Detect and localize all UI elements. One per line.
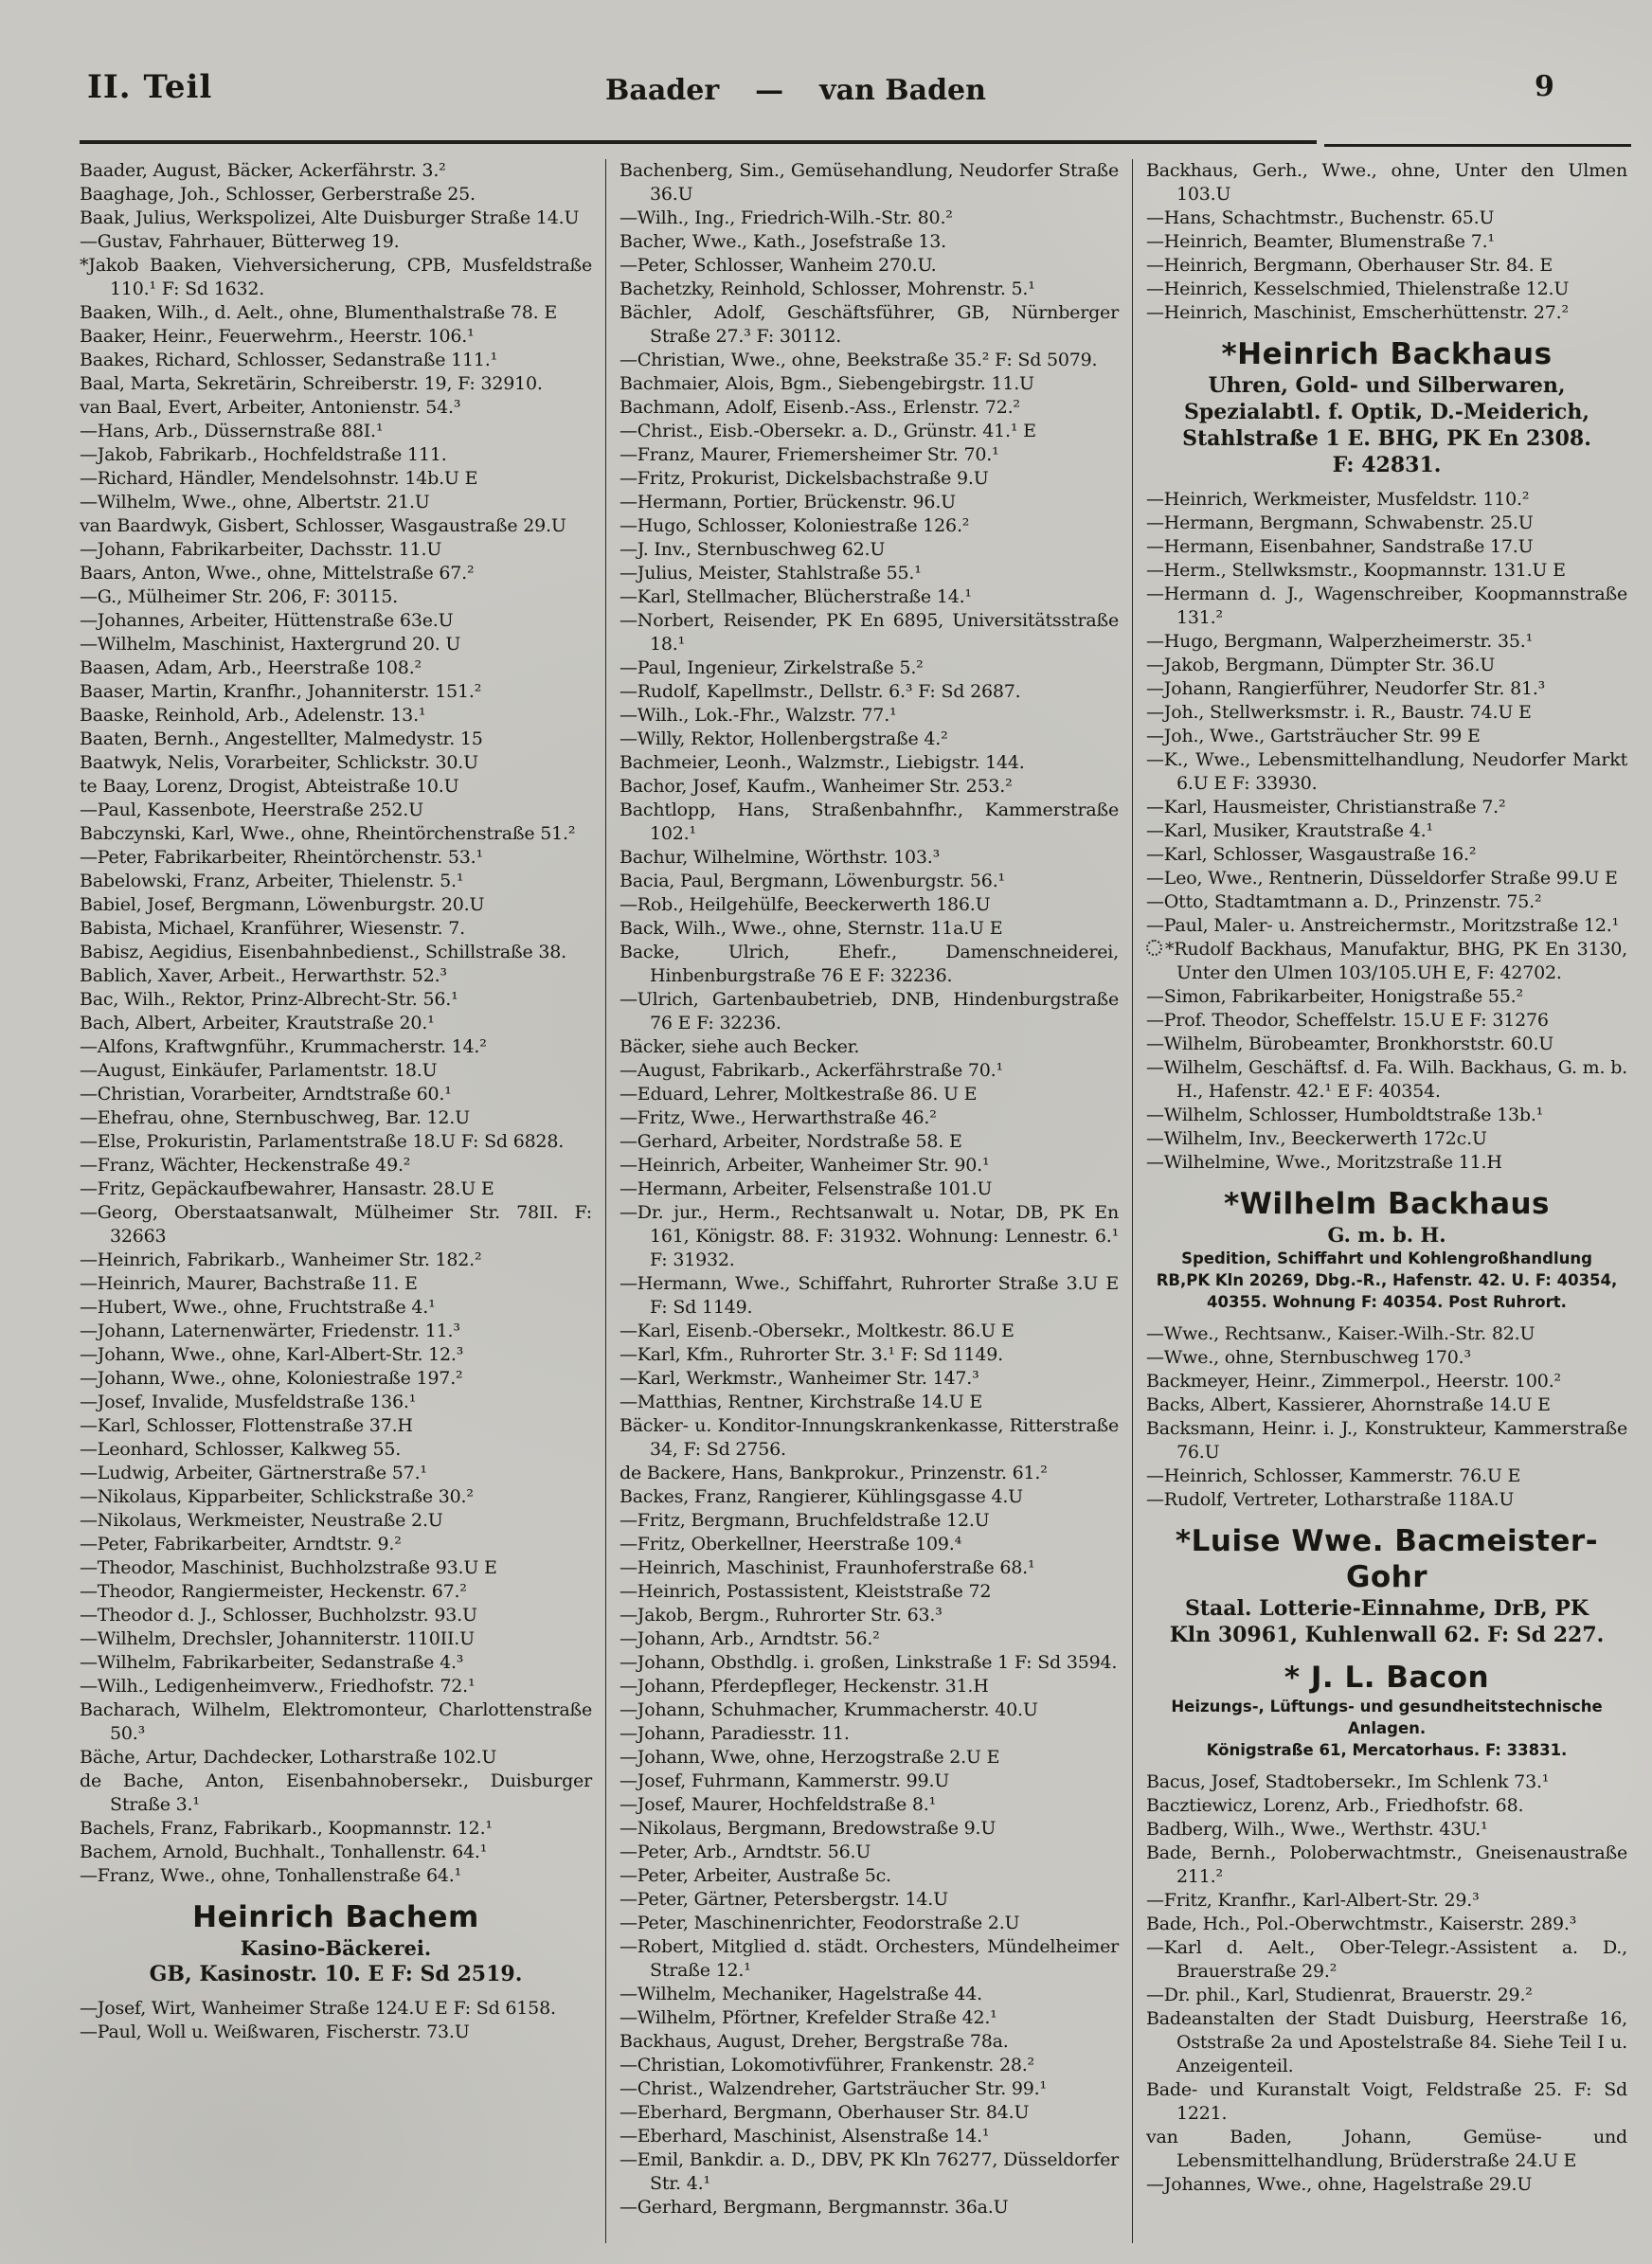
directory-entry: —Wilhelm, Schlosser, Humboldtstraße 13b.¹ [1146, 1105, 1544, 1125]
column-1 [80, 159, 606, 2243]
ad-line: *Heinrich Backhaus [1221, 337, 1553, 371]
directory-entry: —Jakob, Bergmann, Dümpter Str. 36.U [1146, 655, 1496, 675]
directory-entry: Baaker, Heinr., Feuerwehrm., Heerstr. 106.¹ [80, 326, 475, 347]
directory-entry: *Rudolf Backhaus, Manufaktur, BHG, PK En 3130, Unter den Ulmen 103/105.UH E, F: 42702. [1146, 938, 1627, 985]
directory-entry: —August, Einkäufer, Parlamentstr. 18.U [80, 1060, 438, 1081]
directory-entry: —August, Fabrikarb., Ackerfährstraße 70.¹ [620, 1060, 1003, 1081]
directory-entry: —Dr. phil., Karl, Studienrat, Brauerstr. 29.² [1146, 1985, 1533, 2005]
directory-entry: —Wilh., Ledigenheimverw., Friedhofstr. 72.¹ [80, 1676, 476, 1697]
directory-entry: Bäche, Artur, Dachdecker, Lotharstraße 102.U [80, 1747, 497, 1768]
directory-entry: Backe, Ulrich, Ehefr., Damenschneiderei, Hinbenburgstraße 76 E F: 32236. [620, 942, 1119, 986]
directory-entry: —Johannes, Wwe., ohne, Hagelstraße 29.U [1146, 2174, 1533, 2195]
ad-line: GB, Kasinostr. 10. E F: Sd 2519. [149, 1962, 523, 1986]
directory-entry: —Wilhelm, Drechsler, Johanniterstr. 110II.U [80, 1628, 475, 1649]
directory-entry: —Hermann, Bergmann, Schwabenstr. 25.U [1146, 512, 1534, 533]
directory-entry: Bachur, Wilhelmine, Wörthstr. 103.³ [620, 847, 941, 868]
directory-entry: —Fritz, Wwe., Herwarthstraße 46.² [620, 1107, 937, 1128]
directory-entry: Bade, Hch., Pol.-Oberwchtmstr., Kaiserstr. 289.³ [1146, 1914, 1577, 1934]
directory-entry: —Fritz, Kranfhr., Karl-Albert-Str. 29.³ [1146, 1890, 1480, 1911]
directory-entry: Babczynski, Karl, Wwe., ohne, Rheintörchenstraße 51.² [80, 823, 576, 844]
directory-entry: Baasen, Adam, Arb., Heerstraße 108.² [80, 657, 422, 678]
directory-entry: —Johann, Arb., Arndtstr. 56.² [620, 1628, 880, 1649]
directory-entry: Bachmeier, Leonh., Walzmstr., Liebigstr. 144. [620, 752, 1025, 773]
directory-entry: —Dr. jur., Herm., Rechtsanwalt u. Notar, DB, PK En 161, Königstr. 88. F: 31932. Wohnung: Lennestr. 6.¹ F: 31932. [620, 1202, 1119, 1270]
directory-entry: —Hugo, Bergmann, Walperzheimerstr. 35.¹ [1146, 631, 1534, 652]
directory-entry: Bac, Wilh., Rektor, Prinz-Albrecht-Str. 56.¹ [80, 989, 458, 1010]
directory-entry: —Norbert, Reisender, PK En 6895, Universitätsstraße 18.¹ [620, 610, 1119, 655]
directory-entry: —Otto, Stadtamtmann a. D., Prinzenstr. 75.² [1146, 891, 1542, 912]
ad-line: G. m. b. H. [1327, 1223, 1446, 1247]
directory-entry: —Johann, Obsthdlg. i. großen, Linkstraße 1 F: Sd 3594. [620, 1652, 1118, 1673]
directory-entry: —Heinrich, Werkmeister, Musfeldstr. 110.² [1146, 489, 1530, 510]
ad-line: Heizungs-, Lüftungs- und gesundheitstechnische [1171, 1698, 1603, 1716]
directory-entry: —Hermann, Portier, Brückenstr. 96.U [620, 492, 956, 512]
directory-entry: —Gustav, Fahrhauer, Bütterweg 19. [80, 231, 400, 252]
directory-entry: —Karl, Eisenb.-Obersekr., Moltkestr. 86.U E [620, 1321, 1015, 1341]
directory-entry: —Johann, Wwe, ohne, Herzogstraße 2.U E [620, 1747, 1000, 1768]
directory-entry: —Franz, Wächter, Heckenstraße 49.² [80, 1155, 411, 1176]
ad-line: F: 42831. [1332, 453, 1442, 477]
directory-entry: —Heinrich, Arbeiter, Wanheimer Str. 90.¹ [620, 1155, 990, 1176]
directory-entry: Backsmann, Heinr. i. J., Konstrukteur, Kammerstraße 76.U [1146, 1418, 1627, 1463]
directory-entry: de Backere, Hans, Bankprokur., Prinzenstr. 61.² [620, 1463, 1048, 1483]
directory-entry: —Peter, Schlosser, Wanheim 270.U. [620, 255, 937, 276]
title-range-end: van Baden [819, 74, 986, 107]
directory-entry: —Hermann, Wwe., Schiffahrt, Ruhrorter Straße 3.U E F: Sd 1149. [620, 1273, 1119, 1318]
ad-heinrich-bachem [80, 1899, 592, 1987]
ad-line: Kln 30961, Kuhlenwall 62. F: Sd 227. [1169, 1623, 1605, 1647]
directory-entry: van Baardwyk, Gisbert, Schlosser, Wasgaustraße 29.U [80, 515, 566, 536]
directory-entry: —Robert, Mitglied d. städt. Orchesters, Mündelheimer Straße 12.¹ [620, 1936, 1119, 1981]
page-number: 9 [1535, 70, 1554, 103]
directory-entry: —Theodor d. J., Schlosser, Buchholzstr. 93.U [80, 1605, 477, 1626]
directory-entry: —Eberhard, Bergmann, Oberhauser Str. 84.U [620, 2102, 1030, 2123]
directory-entry: —Paul, Ingenieur, Zirkelstraße 5.² [620, 657, 924, 678]
directory-entry: Bacher, Wwe., Kath., Josefstraße 13. [620, 231, 947, 252]
wreath-icon [1146, 940, 1162, 956]
directory-entry: Bade, Bernh., Poloberwachtmstr., Gneisenaustraße 211.² [1146, 1842, 1627, 1887]
directory-entry: —Leo, Wwe., Rentnerin, Düsseldorfer Straße 99.U E [1146, 868, 1618, 889]
directory-entry: —Karl, Schlosser, Wasgaustraße 16.² [1146, 844, 1477, 865]
ad-line: Anlagen. [1347, 1719, 1427, 1737]
directory-entry: —Rudolf, Vertreter, Lotharstraße 118A.U [1146, 1489, 1515, 1510]
directory-entry: —Karl, Werkmstr., Wanheimer Str. 147.³ [620, 1368, 979, 1389]
directory-entry: Backhaus, August, Dreher, Bergstraße 78a. [620, 2031, 1009, 2052]
directory-entry: Backhaus, Gerh., Wwe., ohne, Unter den Ulmen 103.U [1146, 160, 1627, 205]
directory-entry: Baatwyk, Nelis, Vorarbeiter, Schlickstr. 30.U [80, 752, 478, 773]
directory-entry: —Wilh., Ing., Friedrich-Wilh.-Str. 80.² [620, 207, 953, 228]
ad-line: RB,PK Kln 20269, Dbg.-R., Hafenstr. 42. U. F: 40354, [1156, 1271, 1618, 1289]
directory-entry: Bacus, Josef, Stadtobersekr., Im Schlenk 73.¹ [1146, 1771, 1550, 1792]
directory-entry: —Christian, Lokomotivführer, Frankenstr. 28.² [620, 2055, 1034, 2075]
directory-entry: —Wilh., Lok.-Fhr., Walzstr. 77.¹ [620, 705, 897, 726]
directory-entry: —Rudolf, Kapellmstr., Dellstr. 6.³ F: Sd 2687. [620, 681, 1021, 702]
directory-entry: —Heinrich, Maurer, Bachstraße 11. E [80, 1273, 418, 1294]
directory-entry: Babelowski, Franz, Arbeiter, Thielenstr. 5.¹ [80, 871, 464, 891]
directory-entry: *Jakob Baaken, Viehversicherung, CPB, Musfeldstraße 110.¹ F: Sd 1632. [80, 255, 592, 299]
directory-entry: —Josef, Fuhrmann, Kammerstr. 99.U [620, 1770, 950, 1791]
directory-entry: Bachor, Josef, Kaufm., Wanheimer Str. 253.² [620, 776, 1013, 797]
directory-entry: —Wilhelm, Mechaniker, Hagelstraße 44. [620, 1984, 983, 2004]
directory-entry: —Heinrich, Kesselschmied, Thielenstraße 12.U [1146, 279, 1570, 299]
directory-entry: —Wilhelm, Geschäftsf. d. Fa. Wilh. Backhaus, G. m. b. H., Hafenstr. 42.¹ E F: 40354. [1146, 1057, 1627, 1102]
directory-entry: Bachem, Arnold, Buchhalt., Tonhallenstr. 64.¹ [80, 1842, 488, 1862]
directory-entry: —Simon, Fabrikarbeiter, Honigstraße 55.² [1146, 986, 1523, 1007]
directory-entry: —Johann, Schuhmacher, Krummacherstr. 40.U [620, 1699, 1038, 1720]
directory-entry: Baader, August, Bäcker, Ackerfährstr. 3.² [80, 160, 446, 181]
directory-entry: —Christ., Walzendreher, Gartsträucher Str. 99.¹ [620, 2078, 1047, 2099]
directory-entry: —Matthias, Rentner, Kirchstraße 14.U E [620, 1392, 983, 1412]
ad-line: *Wilhelm Backhaus [1223, 1187, 1551, 1221]
directory-entry: —Christ., Eisb.-Obersekr. a. D., Grünstr. 41.¹ E [620, 421, 1036, 441]
directory-entry: —Gerhard, Arbeiter, Nordstraße 58. E [620, 1131, 962, 1152]
ad-line: Königstraße 61, Mercatorhaus. F: 33831. [1206, 1741, 1568, 1759]
directory-entry: —Karl, Stellmacher, Blücherstraße 14.¹ [620, 586, 972, 607]
title-dash: — [755, 74, 784, 107]
directory-entry: —Hans, Schachtmstr., Buchenstr. 65.U [1146, 207, 1495, 228]
directory-entry: Badberg, Wilh., Wwe., Werthstr. 43U.¹ [1146, 1819, 1488, 1840]
directory-entry: —Ehefrau, ohne, Sternbuschweg, Bar. 12.U [80, 1107, 470, 1128]
directory-entry: Bacharach, Wilhelm, Elektromonteur, Charlottenstraße 50.³ [80, 1699, 592, 1744]
directory-entry: —Leonhard, Schlosser, Kalkweg 55. [80, 1439, 402, 1460]
directory-entry: —Ludwig, Arbeiter, Gärtnerstraße 57.¹ [80, 1463, 427, 1483]
directory-entry: Backmeyer, Heinr., Zimmerpol., Heerstr. 100.² [1146, 1371, 1561, 1392]
directory-entry: Bäcker, siehe auch Becker. [620, 1036, 860, 1057]
directory-entry: —J. Inv., Sternbuschweg 62.U [620, 539, 886, 560]
directory-entry: —Johann, Paradiesstr. 11. [620, 1723, 850, 1744]
directory-entry: —Wwe., ohne, Sternbuschweg 170.³ [1146, 1347, 1471, 1368]
directory-entry: —Wilhelm, Bürobeamter, Bronkhorststr. 60.U [1146, 1033, 1554, 1054]
directory-entry: —Heinrich, Fabrikarb., Wanheimer Str. 182.² [80, 1249, 482, 1270]
directory-entry: —Rob., Heilgehülfe, Beeckerwerth 186.U [620, 894, 991, 915]
directory-entry: de Bache, Anton, Eisenbahnobersekr., Duisburger Straße 3.¹ [80, 1770, 592, 1815]
directory-entry: Bachels, Franz, Fabrikarb., Koopmannstr. 12.¹ [80, 1818, 493, 1839]
page-title [436, 74, 1156, 107]
ad-line: Staal. Lotterie-Einnahme, DrB, PK [1185, 1596, 1589, 1621]
directory-entry: —Georg, Oberstaatsanwalt, Mülheimer Str. 78II. F: 32663 [80, 1202, 592, 1247]
directory-entry: —Hugo, Schlosser, Koloniestraße 126.² [620, 515, 970, 536]
directory-entry: —Eduard, Lehrer, Moltkestraße 86. U E [620, 1084, 978, 1105]
directory-entry: —Paul, Kassenbote, Heerstraße 252.U [80, 800, 423, 820]
directory-entry: Babiel, Josef, Bergmann, Löwenburgstr. 20.U [80, 894, 485, 915]
ad-line: Kasino-Bäckerei. [240, 1936, 432, 1960]
directory-entry: —Prof. Theodor, Scheffelstr. 15.U E F: 31276 [1146, 1010, 1549, 1031]
directory-entry: —Peter, Arbeiter, Austraße 5c. [620, 1865, 891, 1886]
directory-entry: —Paul, Woll u. Weißwaren, Fischerstr. 73.U [80, 2021, 470, 2042]
directory-entry: Back, Wilh., Wwe., ohne, Sternstr. 11a.U E [620, 918, 1003, 939]
directory-entry: —Peter, Fabrikarbeiter, Rheintörchenstr. 53.¹ [80, 847, 483, 868]
directory-entry: —Fritz, Prokurist, Dickelsbachstraße 9.U [620, 468, 989, 489]
directory-entry: —Gerhard, Bergmann, Bergmannstr. 36a.U [620, 2197, 1009, 2218]
directory-entry: —Hermann, Arbeiter, Felsenstraße 101.U [620, 1178, 993, 1199]
directory-entry: —Peter, Arb., Arndtstr. 56.U [620, 1842, 871, 1862]
directory-entry: —Peter, Gärtner, Petersbergstr. 14.U [620, 1889, 948, 1910]
header-rule-right [1324, 144, 1631, 147]
directory-entry: —Karl, Hausmeister, Christianstraße 7.² [1146, 797, 1506, 818]
directory-entry: Bade- und Kuranstalt Voigt, Feldstraße 25. F: Sd 1221. [1146, 2079, 1627, 2124]
directory-entry: —Nikolaus, Kipparbeiter, Schlickstraße 30.² [80, 1486, 474, 1507]
directory-entry: Baars, Anton, Wwe., ohne, Mittelstraße 67.² [80, 563, 475, 584]
directory-entry: Baaken, Wilh., d. Aelt., ohne, Blumenthalstraße 78. E [80, 302, 558, 323]
directory-entry: Baaten, Bernh., Angestellter, Malmedystr. 15 [80, 728, 483, 749]
ad-bacmeister-gohr [1146, 1523, 1627, 1648]
directory-entry: —Wilhelm, Fabrikarbeiter, Sedanstraße 4.³ [80, 1652, 464, 1673]
directory-entry: —Franz, Wwe., ohne, Tonhallenstraße 64.¹ [80, 1865, 461, 1886]
ad-line: * J. L. Bacon [1284, 1661, 1490, 1695]
directory-entry: —Johann, Wwe., ohne, Koloniestraße 197.² [80, 1368, 463, 1389]
ad-line: Uhren, Gold- und Silberwaren, [1208, 373, 1566, 398]
directory-entry: —Christian, Wwe., ohne, Beekstraße 35.² F: Sd 5079. [620, 350, 1098, 370]
directory-entry: —Karl, Kfm., Ruhrorter Str. 3.¹ F: Sd 1149. [620, 1344, 1003, 1365]
directory-entry: Bachenberg, Sim., Gemüsehandlung, Neudorfer Straße 36.U [620, 160, 1119, 205]
directory-entry: —Heinrich, Bergmann, Oberhauser Str. 84. E [1146, 255, 1553, 276]
directory-entry: —Hermann, Eisenbahner, Sandstraße 17.U [1146, 536, 1534, 557]
column-3 [1133, 159, 1633, 2243]
directory-entry: —Heinrich, Beamter, Blumenstraße 7.¹ [1146, 231, 1495, 252]
directory-entry: —Joh., Wwe., Gartsträucher Str. 99 E [1146, 726, 1481, 746]
directory-entry: —Josef, Wirt, Wanheimer Straße 124.U E F: Sd 6158. [80, 1998, 556, 2019]
directory-entry: —Wilhelmine, Wwe., Moritzstraße 11.H [1146, 1152, 1502, 1173]
directory-entry: —Fritz, Oberkellner, Heerstraße 109.⁴ [620, 1534, 962, 1554]
directory-entry: Bachmann, Adolf, Eisenb.-Ass., Erlenstr. 72.² [620, 397, 1020, 418]
directory-entry: —Alfons, Kraftwgnführ., Krummacherstr. 14.² [80, 1036, 487, 1057]
directory-entry: —Hermann d. J., Wagenschreiber, Koopmannstraße 131.² [1146, 584, 1627, 628]
directory-entry: —Johann, Fabrikarbeiter, Dachsstr. 11.U [80, 539, 442, 560]
directory-entry: Bablich, Xaver, Arbeit., Herwarthstr. 52.³ [80, 965, 447, 986]
directory-entry: —Josef, Maurer, Hochfeldstraße 8.¹ [620, 1794, 937, 1815]
ad-wilhelm-backhaus [1146, 1186, 1627, 1313]
directory-entry: Baakes, Richard, Schlosser, Sedanstraße 111.¹ [80, 350, 498, 370]
directory-entry: —Paul, Maler- u. Anstreichermstr., Moritzstraße 12.¹ [1146, 915, 1619, 936]
ad-line: Spezialabtl. f. Optik, D.-Meiderich, [1183, 400, 1589, 424]
directory-entry: —Karl, Musiker, Krautstraße 4.¹ [1146, 820, 1433, 841]
directory-entry: Backs, Albert, Kassierer, Ahornstraße 14.U E [1146, 1394, 1551, 1415]
directory-entry: —Johann, Wwe., ohne, Karl-Albert-Str. 12.³ [80, 1344, 464, 1365]
directory-entry: —Hans, Arb., Düssernstraße 88I.¹ [80, 421, 384, 441]
directory-entry: Backes, Franz, Rangierer, Kühlingsgasse 4.U [620, 1486, 1023, 1507]
directory-entry: Baal, Marta, Sekretärin, Schreiberstr. 19, F: 32910. [80, 373, 543, 394]
directory-entry: Badeanstalten der Stadt Duisburg, Heerstraße 16, Oststraße 2a und Apostelstraße 84. Siehe Teil I u. Anzeigenteil. [1146, 2008, 1627, 2076]
directory-entry: —Herm., Stellwksmstr., Koopmannstr. 131.U E [1146, 560, 1566, 581]
directory-entry: Bachetzky, Reinhold, Schlosser, Mohrenstr. 5.¹ [620, 279, 1035, 299]
directory-entry: —Joh., Stellwerksmstr. i. R., Baustr. 74.U E [1146, 702, 1532, 723]
directory-entry: Bachtlopp, Hans, Straßenbahnfhr., Kammerstraße 102.¹ [620, 800, 1119, 844]
ad-line: *Luise Wwe. Bacmeister-Gohr [1175, 1524, 1599, 1594]
directory-entry: Babisz, Aegidius, Eisenbahnbedienst., Schillstraße 38. [80, 942, 566, 962]
header-rule-left [80, 140, 1317, 144]
directory-entry: —Peter, Maschinenrichter, Feodorstraße 2.U [620, 1913, 1020, 1933]
directory-entry: —Wilhelm, Inv., Beeckerwerth 172c.U [1146, 1128, 1487, 1149]
directory-entry: —Willy, Rektor, Hollenbergstraße 4.² [620, 728, 948, 749]
ad-line: Stahlstraße 1 E. BHG, PK En 2308. [1182, 426, 1591, 451]
directory-entry: —G., Mülheimer Str. 206, F: 30115. [80, 586, 399, 607]
directory-entry: —Wilhelm, Maschinist, Haxtergrund 20. U [80, 634, 461, 655]
directory-entry: —K., Wwe., Lebensmittelhandlung, Neudorfer Markt 6.U E F: 33930. [1146, 749, 1627, 794]
directory-entry: —Fritz, Bergmann, Bruchfeldstraße 12.U [620, 1510, 990, 1531]
directory-entry: te Baay, Lorenz, Drogist, Abteistraße 10.U [80, 776, 459, 797]
directory-entry: —Emil, Bankdir. a. D., DBV, PK Kln 76277, Düsseldorfer Str. 4.¹ [620, 2149, 1119, 2194]
ad-heinrich-backhaus [1146, 336, 1627, 478]
directory-entry: —Theodor, Maschinist, Buchholzstraße 93.U E [80, 1557, 497, 1578]
part-label: II. Teil [87, 68, 213, 106]
directory-entry: Baaser, Martin, Kranfhr., Johanniterstr. 151.² [80, 681, 482, 702]
directory-entry: —Julius, Meister, Stahlstraße 55.¹ [620, 563, 922, 584]
directory-entry: —Johann, Rangierführer, Neudorfer Str. 81.³ [1146, 678, 1546, 699]
directory-entry: —Heinrich, Schlosser, Kammerstr. 76.U E [1146, 1465, 1521, 1486]
directory-entry: —Peter, Fabrikarbeiter, Arndtstr. 9.² [80, 1534, 402, 1554]
directory-entry: Bachmaier, Alois, Bgm., Siebengebirgstr. 11.U [620, 373, 1034, 394]
directory-entry: van Baden, Johann, Gemüse- und Lebensmittelhandlung, Brüderstraße 24.U E [1146, 2127, 1627, 2171]
directory-entry: —Else, Prokuristin, Parlamentstraße 18.U F: Sd 6828. [80, 1131, 565, 1152]
title-range-start: Baader [605, 74, 720, 107]
directory-entry: —Richard, Händler, Mendelsohnstr. 14b.U E [80, 468, 478, 489]
directory-entry: —Nikolaus, Werkmeister, Neustraße 2.U [80, 1510, 443, 1531]
directory-entry: Bach, Albert, Arbeiter, Krautstraße 20.¹ [80, 1013, 435, 1033]
ad-jl-bacon [1146, 1660, 1627, 1761]
directory-entry: Bächler, Adolf, Geschäftsführer, GB, Nürnberger Straße 27.³ F: 30112. [620, 302, 1119, 347]
directory-entry: Baak, Julius, Werkspolizei, Alte Duisburger Straße 14.U [80, 207, 580, 228]
directory-entry: —Josef, Invalide, Musfeldstraße 136.¹ [80, 1392, 417, 1412]
directory-entry: —Johann, Laternenwärter, Friedenstr. 11.³ [80, 1321, 460, 1341]
directory-entry: —Nikolaus, Bergmann, Bredowstraße 9.U [620, 1818, 997, 1839]
directory-entry: —Johannes, Arbeiter, Hüttenstraße 63e.U [80, 610, 454, 631]
directory-entry: —Ulrich, Gartenbaubetrieb, DNB, Hindenburgstraße 76 E F: 32236. [620, 989, 1119, 1033]
directory-entry: —Jakob, Fabrikarb., Hochfeldstraße 111. [80, 444, 447, 465]
directory-entry: Babista, Michael, Kranführer, Wiesenstr. 7. [80, 918, 465, 939]
directory-entry: —Eberhard, Maschinist, Alsenstraße 14.¹ [620, 2126, 990, 2147]
directory-entry: Baaske, Reinhold, Arb., Adelenstr. 13.¹ [80, 705, 426, 726]
directory-entry: Baaghage, Joh., Schlosser, Gerberstraße 25. [80, 184, 476, 205]
ad-line: 40355. Wohnung F: 40354. Post Ruhrort. [1207, 1293, 1567, 1311]
directory-entry: —Heinrich, Postassistent, Kleiststraße 72 [620, 1581, 992, 1602]
directory-entry: Bacztiewicz, Lorenz, Arb., Friedhofstr. 68. [1146, 1795, 1524, 1816]
directory-entry: —Karl d. Aelt., Ober-Telegr.-Assistent a. D., Brauerstraße 29.² [1146, 1937, 1627, 1982]
directory-entry: —Theodor, Rangiermeister, Heckenstr. 67.² [80, 1581, 467, 1602]
directory-entry: —Hubert, Wwe., ohne, Fruchtstraße 4.¹ [80, 1297, 436, 1318]
directory-entry: —Wilhelm, Wwe., ohne, Albertstr. 21.U [80, 492, 430, 512]
directory-entry: —Heinrich, Maschinist, Fraunhoferstraße 68.¹ [620, 1557, 1035, 1578]
directory-entry: Bacia, Paul, Bergmann, Löwenburgstr. 56.¹ [620, 871, 1005, 891]
directory-entry: —Wwe., Rechtsanw., Kaiser.-Wilh.-Str. 82.U [1146, 1323, 1535, 1344]
directory-entry: —Christian, Vorarbeiter, Arndtstraße 60.¹ [80, 1084, 452, 1105]
directory-entry: —Heinrich, Maschinist, Emscherhüttenstr. 27.² [1146, 302, 1569, 323]
ad-line: Heinrich Bachem [192, 1900, 479, 1934]
directory-entry: —Wilhelm, Pförtner, Krefelder Straße 42.¹ [620, 2007, 997, 2028]
directory-entry: —Jakob, Bergm., Ruhrorter Str. 63.³ [620, 1605, 943, 1626]
columns-container [80, 159, 1633, 2243]
directory-entry: —Franz, Maurer, Friemersheimer Str. 70.¹ [620, 444, 999, 465]
column-2 [606, 159, 1133, 2243]
directory-entry: —Johann, Pferdepfleger, Heckenstr. 31.H [620, 1676, 989, 1697]
directory-entry: —Fritz, Gepäckaufbewahrer, Hansastr. 28.U E [80, 1178, 494, 1199]
directory-entry: van Baal, Evert, Arbeiter, Antonienstr. 54.³ [80, 397, 461, 418]
directory-entry: —Karl, Schlosser, Flottenstraße 37.H [80, 1415, 413, 1436]
directory-entry: Bäcker- u. Konditor-Innungskrankenkasse, Ritterstraße 34, F: Sd 2756. [620, 1415, 1119, 1460]
ad-line: Spedition, Schiffahrt und Kohlengroßhandlung [1181, 1249, 1592, 1267]
